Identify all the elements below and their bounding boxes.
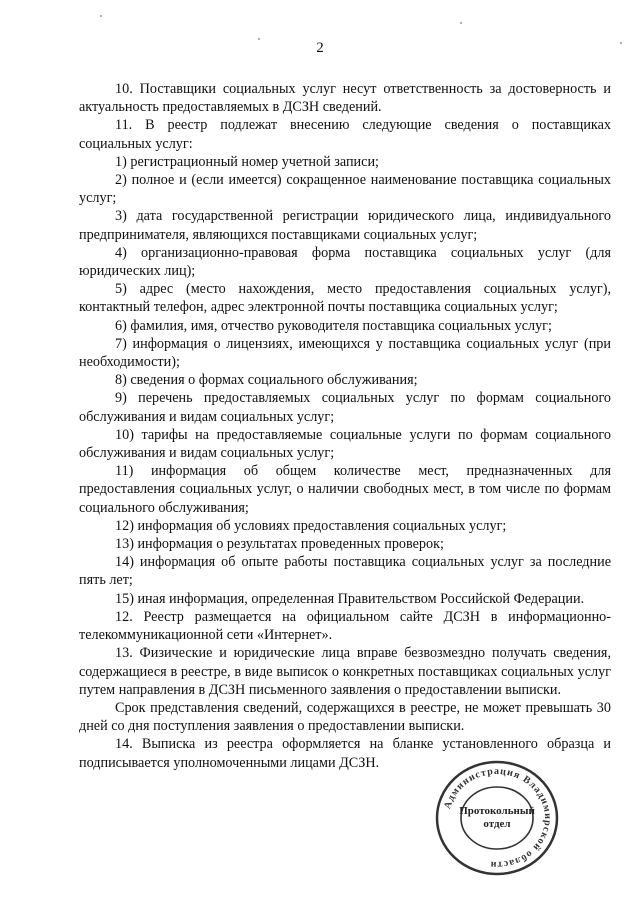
scan-speck — [100, 15, 102, 17]
list-item-1: 1) регистрационный номер учетной записи; — [115, 153, 379, 170]
paragraph-13: 13. Физические и юридические лица вправе безвозмездно получать сведения, содержащиеся в реестре, в виде выписок о конкретных поставщиках социальных услуг путем направления в ДСЗН письменного заявления о предоставлении выписки. — [79, 645, 611, 698]
paragraph-term: Срок представления сведений, содержащихся в реестре, не может превышать 30 дней со дня поступления заявления о предоставлении выписки. — [79, 699, 611, 735]
paragraph-14: 14. Выписка из реестра оформляется на бланке установленного образца и подписывается уполномоченными лицами ДСЗН. — [79, 736, 611, 771]
list-item-12: 12) информация об условиях предоставления социальных услуг; — [115, 517, 507, 534]
list-item-4: 4) организационно-правовая форма поставщика социальных услуг (для юридических лиц); — [79, 244, 611, 280]
list-item-5: 5) адрес (место нахождения, место предоставления социальных услуг), контактный телефон, адрес электронной почты поставщика социальных услуг; — [79, 281, 611, 316]
page-number: 2 — [316, 40, 324, 56]
list-item-13: 13) информация о результатах проведенных проверок; — [115, 536, 444, 553]
list-item-15: 15) иная информация, определенная Правительством Российской Федерации. — [115, 590, 585, 607]
stamp-center-line-1: Протокольный — [459, 805, 535, 817]
list-item-11: 11) информация об общем количестве мест, предназначенных для предоставления социальных услуг, о наличии свободных мест, в том числе по формам социального обслуживания; — [79, 463, 611, 516]
list-item-10: 10) тарифы на предоставляемые социальные услуги по формам социального обслуживания и видам социальных услуг; — [79, 426, 611, 462]
paragraph-11: 11. В реестр подлежат внесению следующие сведения о поставщиках социальных услуг: — [79, 117, 611, 152]
scan-speck — [460, 22, 462, 24]
list-item-2: 2) полное и (если имеется) сокращенное наименование поставщика социальных услуг; — [79, 172, 611, 207]
official-stamp — [432, 758, 562, 878]
list-item-3: 3) дата государственной регистрации юридического лица, индивидуального предпринимателя, являющихся поставщиками социальных услуг; — [79, 208, 611, 243]
list-item-7: 7) информация о лицензиях, имеющихся у поставщика социальных услуг (при необходимости); — [79, 335, 611, 371]
paragraph-12: 12. Реестр размещается на официальном сайте ДСЗН в информационно-телекоммуникационной сети «Интернет». — [79, 608, 611, 644]
scan-speck — [258, 38, 260, 40]
list-item-9: 9) перечень предоставляемых социальных услуг по формам социального обслуживания и видам социальных услуг; — [79, 390, 611, 425]
scan-speck — [620, 42, 622, 44]
stamp-center — [432, 758, 562, 878]
document-body — [79, 80, 611, 772]
list-item-14: 14) информация об опыте работы поставщика социальных услуг за последние пять лет; — [79, 554, 611, 589]
list-item-8: 8) сведения о формах социального обслуживания; — [115, 372, 418, 389]
stamp-center-line-2: отдел — [483, 818, 511, 830]
stamp-ring-text: Администрация Владимирской области — [442, 765, 554, 871]
paragraph-10: 10. Поставщики социальных услуг несут ответственность за достоверность и актуальность предоставляемых в ДСЗН сведений. — [79, 81, 611, 116]
list-item-6: 6) фамилия, имя, отчество руководителя поставщика социальных услуг; — [115, 317, 552, 334]
